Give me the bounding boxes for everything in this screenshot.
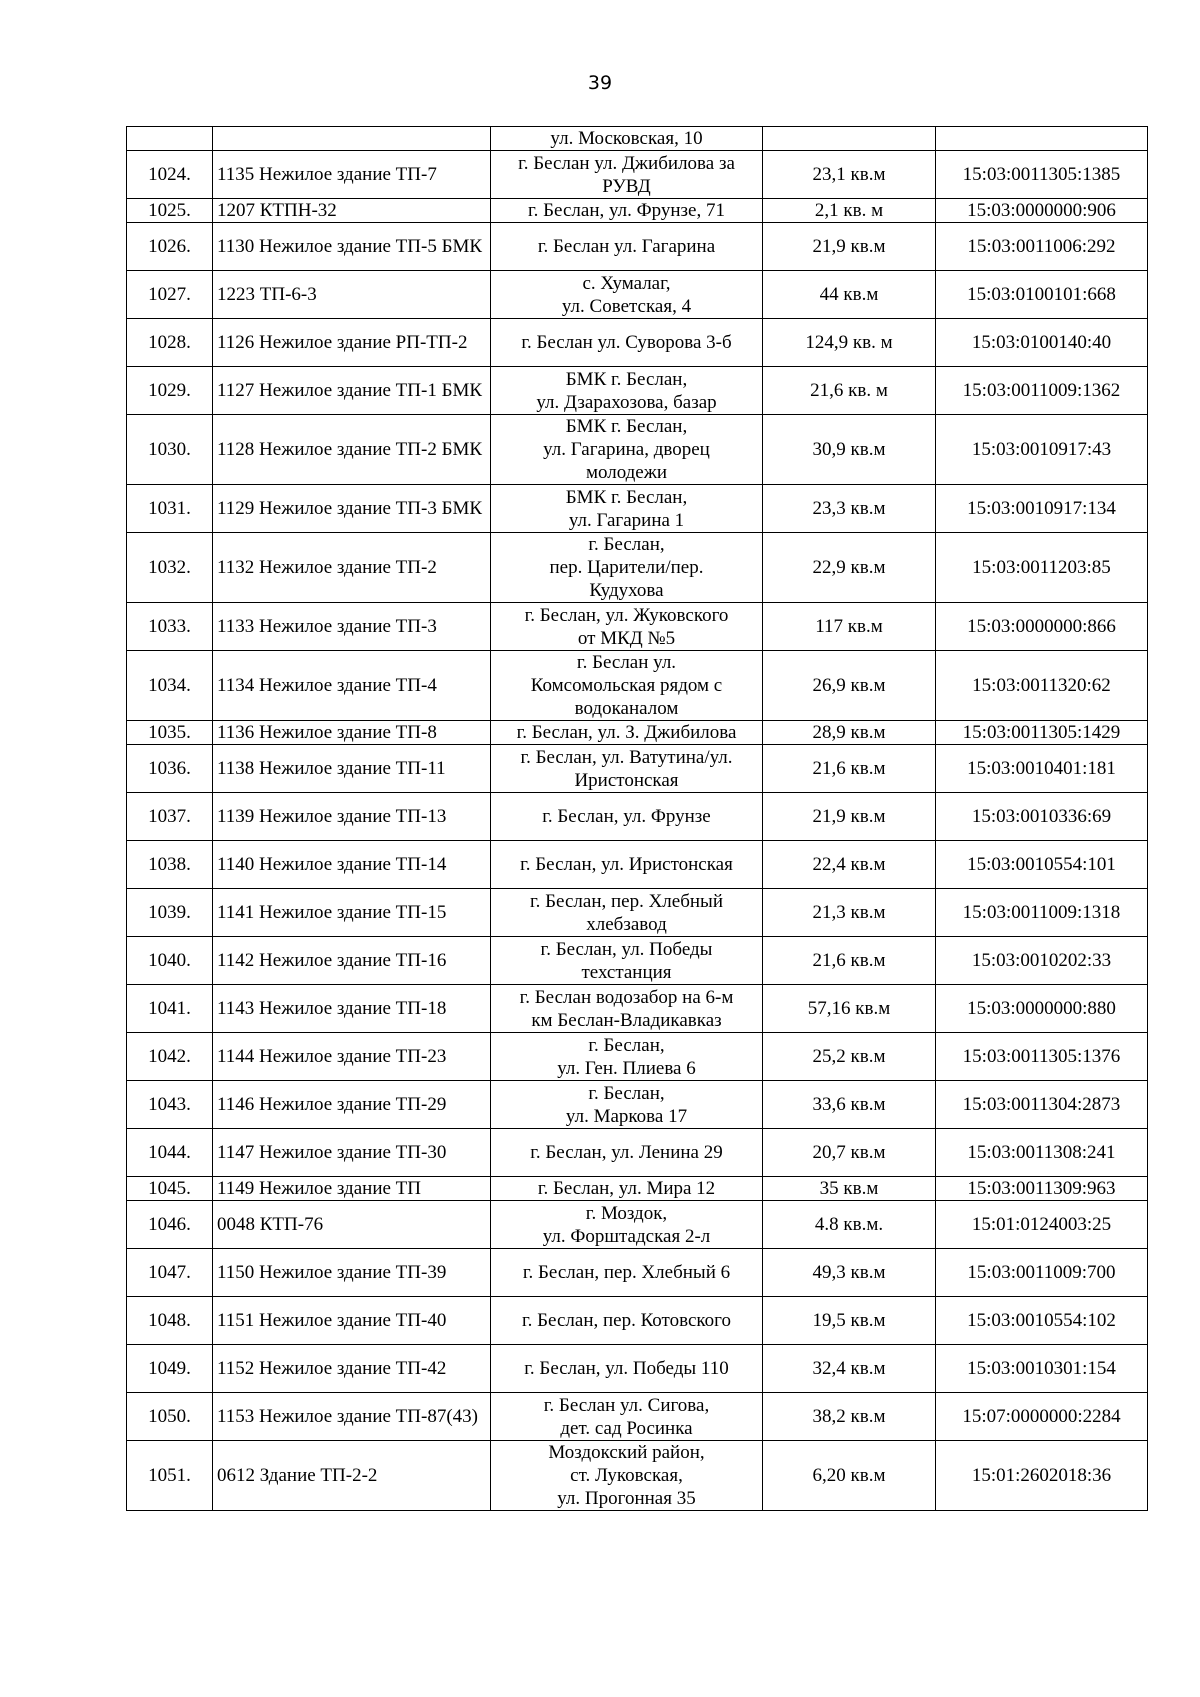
address-cell: с. Хумалаг, ул. Советская, 4 — [491, 271, 763, 319]
address-cell: г. Беслан, ул. Ватутина/ул. Иристонская — [491, 745, 763, 793]
table-row — [127, 1297, 1148, 1345]
table-row — [127, 271, 1148, 319]
object-name-cell: 1128 Нежилое здание ТП-2 БМК — [213, 415, 491, 485]
row-number-cell: 1042. — [127, 1033, 213, 1081]
address-cell: г. Беслан ул. Суворова 3-б — [491, 319, 763, 367]
property-table — [126, 126, 1148, 1511]
object-name-cell: 1150 Нежилое здание ТП-39 — [213, 1249, 491, 1297]
address-cell: г. Беслан, ул. Жуковского от МКД №5 — [491, 603, 763, 651]
table-row — [127, 1249, 1148, 1297]
area-cell: 21,6 кв.м — [763, 937, 936, 985]
row-number-cell: 1048. — [127, 1297, 213, 1345]
cadastral-number-cell: 15:07:0000000:2284 — [936, 1393, 1148, 1441]
area-cell: 22,4 кв.м — [763, 841, 936, 889]
address-cell: г. Беслан водозабор на 6-м км Беслан-Владикавказ — [491, 985, 763, 1033]
area-cell: 35 кв.м — [763, 1177, 936, 1201]
area-cell — [763, 127, 936, 151]
cadastral-number-cell: 15:03:0010401:181 — [936, 745, 1148, 793]
area-cell: 4.8 кв.м. — [763, 1201, 936, 1249]
area-cell: 21,9 кв.м — [763, 223, 936, 271]
address-cell: г. Беслан ул. Комсомольская рядом с водоканалом — [491, 651, 763, 721]
address-cell: г. Беслан, пер. Котовского — [491, 1297, 763, 1345]
area-cell: 44 кв.м — [763, 271, 936, 319]
table-row — [127, 1345, 1148, 1393]
area-cell: 19,5 кв.м — [763, 1297, 936, 1345]
address-cell: г. Беслан, ул. Маркова 17 — [491, 1081, 763, 1129]
object-name-cell: 1153 Нежилое здание ТП-87(43) — [213, 1393, 491, 1441]
area-cell: 38,2 кв.м — [763, 1393, 936, 1441]
cadastral-number-cell: 15:03:0011203:85 — [936, 533, 1148, 603]
address-cell: Моздокский район, ст. Луковская, ул. Прогонная 35 — [491, 1441, 763, 1511]
cadastral-number-cell: 15:03:0011305:1385 — [936, 151, 1148, 199]
address-cell: г. Беслан, ул. Иристонская — [491, 841, 763, 889]
object-name-cell: 1135 Нежилое здание ТП-7 — [213, 151, 491, 199]
object-name-cell: 1134 Нежилое здание ТП-4 — [213, 651, 491, 721]
row-number-cell: 1036. — [127, 745, 213, 793]
table-row — [127, 127, 1148, 151]
row-number-cell: 1033. — [127, 603, 213, 651]
area-cell: 23,1 кв.м — [763, 151, 936, 199]
row-number-cell: 1032. — [127, 533, 213, 603]
address-cell: БМК г. Беслан, ул. Гагарина 1 — [491, 485, 763, 533]
object-name-cell: 1127 Нежилое здание ТП-1 БМК — [213, 367, 491, 415]
object-name-cell — [213, 127, 491, 151]
table-row — [127, 533, 1148, 603]
address-cell: г. Беслан, ул. Победы техстанция — [491, 937, 763, 985]
row-number-cell: 1049. — [127, 1345, 213, 1393]
object-name-cell: 1151 Нежилое здание ТП-40 — [213, 1297, 491, 1345]
address-cell: БМК г. Беслан, ул. Гагарина, дворец молодежи — [491, 415, 763, 485]
address-cell: г. Беслан ул. Джибилова за РУВД — [491, 151, 763, 199]
object-name-cell: 1207 КТПН-32 — [213, 199, 491, 223]
address-cell: г. Беслан, пер. Хлебный 6 — [491, 1249, 763, 1297]
page-number: 39 — [587, 72, 613, 94]
object-name-cell: 1223 ТП-6-3 — [213, 271, 491, 319]
object-name-cell: 1133 Нежилое здание ТП-3 — [213, 603, 491, 651]
table-row — [127, 985, 1148, 1033]
table-row — [127, 889, 1148, 937]
row-number-cell: 1029. — [127, 367, 213, 415]
area-cell: 23,3 кв.м — [763, 485, 936, 533]
table-row — [127, 793, 1148, 841]
address-cell: г. Беслан, ул. Мира 12 — [491, 1177, 763, 1201]
cadastral-number-cell: 15:03:0011009:700 — [936, 1249, 1148, 1297]
row-number-cell: 1043. — [127, 1081, 213, 1129]
object-name-cell: 1143 Нежилое здание ТП-18 — [213, 985, 491, 1033]
cadastral-number-cell: 15:03:0011309:963 — [936, 1177, 1148, 1201]
row-number-cell: 1035. — [127, 721, 213, 745]
cadastral-number-cell: 15:03:0000000:906 — [936, 199, 1148, 223]
cadastral-number-cell: 15:03:0100140:40 — [936, 319, 1148, 367]
area-cell: 21,3 кв.м — [763, 889, 936, 937]
row-number-cell: 1034. — [127, 651, 213, 721]
object-name-cell: 1138 Нежилое здание ТП-11 — [213, 745, 491, 793]
area-cell: 49,3 кв.м — [763, 1249, 936, 1297]
cadastral-number-cell: 15:03:0010202:33 — [936, 937, 1148, 985]
property-table-body — [127, 127, 1148, 1511]
cadastral-number-cell: 15:03:0010301:154 — [936, 1345, 1148, 1393]
cadastral-number-cell: 15:03:0011305:1376 — [936, 1033, 1148, 1081]
object-name-cell: 1126 Нежилое здание РП-ТП-2 — [213, 319, 491, 367]
table-row — [127, 1201, 1148, 1249]
cadastral-number-cell: 15:01:0124003:25 — [936, 1201, 1148, 1249]
table-row — [127, 745, 1148, 793]
area-cell: 57,16 кв.м — [763, 985, 936, 1033]
cadastral-number-cell: 15:03:0000000:866 — [936, 603, 1148, 651]
cadastral-number-cell: 15:03:0000000:880 — [936, 985, 1148, 1033]
cadastral-number-cell: 15:03:0010554:101 — [936, 841, 1148, 889]
row-number-cell: 1030. — [127, 415, 213, 485]
table-row — [127, 415, 1148, 485]
address-cell: ул. Московская, 10 — [491, 127, 763, 151]
cadastral-number-cell: 15:01:2602018:36 — [936, 1441, 1148, 1511]
table-row — [127, 721, 1148, 745]
table-row — [127, 367, 1148, 415]
row-number-cell: 1039. — [127, 889, 213, 937]
row-number-cell: 1025. — [127, 199, 213, 223]
object-name-cell: 1132 Нежилое здание ТП-2 — [213, 533, 491, 603]
cadastral-number-cell — [936, 127, 1148, 151]
area-cell: 28,9 кв.м — [763, 721, 936, 745]
row-number-cell: 1026. — [127, 223, 213, 271]
area-cell: 32,4 кв.м — [763, 1345, 936, 1393]
table-row — [127, 937, 1148, 985]
table-row — [127, 199, 1148, 223]
cadastral-number-cell: 15:03:0010336:69 — [936, 793, 1148, 841]
object-name-cell: 1139 Нежилое здание ТП-13 — [213, 793, 491, 841]
object-name-cell: 1142 Нежилое здание ТП-16 — [213, 937, 491, 985]
area-cell: 20,7 кв.м — [763, 1129, 936, 1177]
object-name-cell: 1146 Нежилое здание ТП-29 — [213, 1081, 491, 1129]
object-name-cell: 1147 Нежилое здание ТП-30 — [213, 1129, 491, 1177]
row-number-cell: 1040. — [127, 937, 213, 985]
cadastral-number-cell: 15:03:0011006:292 — [936, 223, 1148, 271]
row-number-cell: 1038. — [127, 841, 213, 889]
object-name-cell: 1140 Нежилое здание ТП-14 — [213, 841, 491, 889]
area-cell: 117 кв.м — [763, 603, 936, 651]
area-cell: 26,9 кв.м — [763, 651, 936, 721]
object-name-cell: 1129 Нежилое здание ТП-3 БМК — [213, 485, 491, 533]
table-row — [127, 1033, 1148, 1081]
row-number-cell: 1024. — [127, 151, 213, 199]
table-row — [127, 651, 1148, 721]
area-cell: 33,6 кв.м — [763, 1081, 936, 1129]
table-row — [127, 1393, 1148, 1441]
object-name-cell: 1149 Нежилое здание ТП — [213, 1177, 491, 1201]
object-name-cell: 1144 Нежилое здание ТП-23 — [213, 1033, 491, 1081]
address-cell: г. Беслан, ул. Фрунзе, 71 — [491, 199, 763, 223]
table-row — [127, 485, 1148, 533]
row-number-cell: 1045. — [127, 1177, 213, 1201]
area-cell: 30,9 кв.м — [763, 415, 936, 485]
cadastral-number-cell: 15:03:0011009:1362 — [936, 367, 1148, 415]
address-cell: г. Беслан, ул. Победы 110 — [491, 1345, 763, 1393]
area-cell: 6,20 кв.м — [763, 1441, 936, 1511]
area-cell: 21,6 кв.м — [763, 745, 936, 793]
row-number-cell: 1050. — [127, 1393, 213, 1441]
table-row — [127, 603, 1148, 651]
row-number-cell: 1047. — [127, 1249, 213, 1297]
object-name-cell: 1152 Нежилое здание ТП-42 — [213, 1345, 491, 1393]
cadastral-number-cell: 15:03:0011304:2873 — [936, 1081, 1148, 1129]
address-cell: г. Беслан, ул. Ген. Плиева 6 — [491, 1033, 763, 1081]
address-cell: г. Беслан, ул. Ленина 29 — [491, 1129, 763, 1177]
address-cell: БМК г. Беслан, ул. Дзарахозова, базар — [491, 367, 763, 415]
area-cell: 22,9 кв.м — [763, 533, 936, 603]
table-row — [127, 151, 1148, 199]
row-number-cell: 1046. — [127, 1201, 213, 1249]
object-name-cell: 1136 Нежилое здание ТП-8 — [213, 721, 491, 745]
cadastral-number-cell: 15:03:0010917:134 — [936, 485, 1148, 533]
cadastral-number-cell: 15:03:0011305:1429 — [936, 721, 1148, 745]
cadastral-number-cell: 15:03:0010554:102 — [936, 1297, 1148, 1345]
row-number-cell: 1027. — [127, 271, 213, 319]
area-cell: 2,1 кв. м — [763, 199, 936, 223]
table-row — [127, 1177, 1148, 1201]
address-cell: г. Моздок, ул. Форштадская 2-л — [491, 1201, 763, 1249]
area-cell: 25,2 кв.м — [763, 1033, 936, 1081]
address-cell: г. Беслан, ул. Фрунзе — [491, 793, 763, 841]
address-cell: г. Беслан ул. Сигова, дет. сад Росинка — [491, 1393, 763, 1441]
cadastral-number-cell: 15:03:0011320:62 — [936, 651, 1148, 721]
object-name-cell: 1141 Нежилое здание ТП-15 — [213, 889, 491, 937]
table-row — [127, 841, 1148, 889]
address-cell: г. Беслан, пер. Хлебный хлебзавод — [491, 889, 763, 937]
object-name-cell: 1130 Нежилое здание ТП-5 БМК — [213, 223, 491, 271]
cadastral-number-cell: 15:03:0011009:1318 — [936, 889, 1148, 937]
table-row — [127, 319, 1148, 367]
address-cell: г. Беслан, пер. Царители/пер. Кудухова — [491, 533, 763, 603]
area-cell: 21,6 кв. м — [763, 367, 936, 415]
cadastral-number-cell: 15:03:0010917:43 — [936, 415, 1148, 485]
row-number-cell: 1028. — [127, 319, 213, 367]
object-name-cell: 0612 Здание ТП-2-2 — [213, 1441, 491, 1511]
address-cell: г. Беслан ул. Гагарина — [491, 223, 763, 271]
row-number-cell: 1044. — [127, 1129, 213, 1177]
cadastral-number-cell: 15:03:0100101:668 — [936, 271, 1148, 319]
object-name-cell: 0048 КТП-76 — [213, 1201, 491, 1249]
row-number-cell: 1031. — [127, 485, 213, 533]
area-cell: 21,9 кв.м — [763, 793, 936, 841]
row-number-cell: 1037. — [127, 793, 213, 841]
row-number-cell: 1041. — [127, 985, 213, 1033]
cadastral-number-cell: 15:03:0011308:241 — [936, 1129, 1148, 1177]
address-cell: г. Беслан, ул. З. Джибилова — [491, 721, 763, 745]
table-row — [127, 1129, 1148, 1177]
table-row — [127, 1081, 1148, 1129]
row-number-cell: 1051. — [127, 1441, 213, 1511]
area-cell: 124,9 кв. м — [763, 319, 936, 367]
table-row — [127, 1441, 1148, 1511]
table-row — [127, 223, 1148, 271]
row-number-cell — [127, 127, 213, 151]
